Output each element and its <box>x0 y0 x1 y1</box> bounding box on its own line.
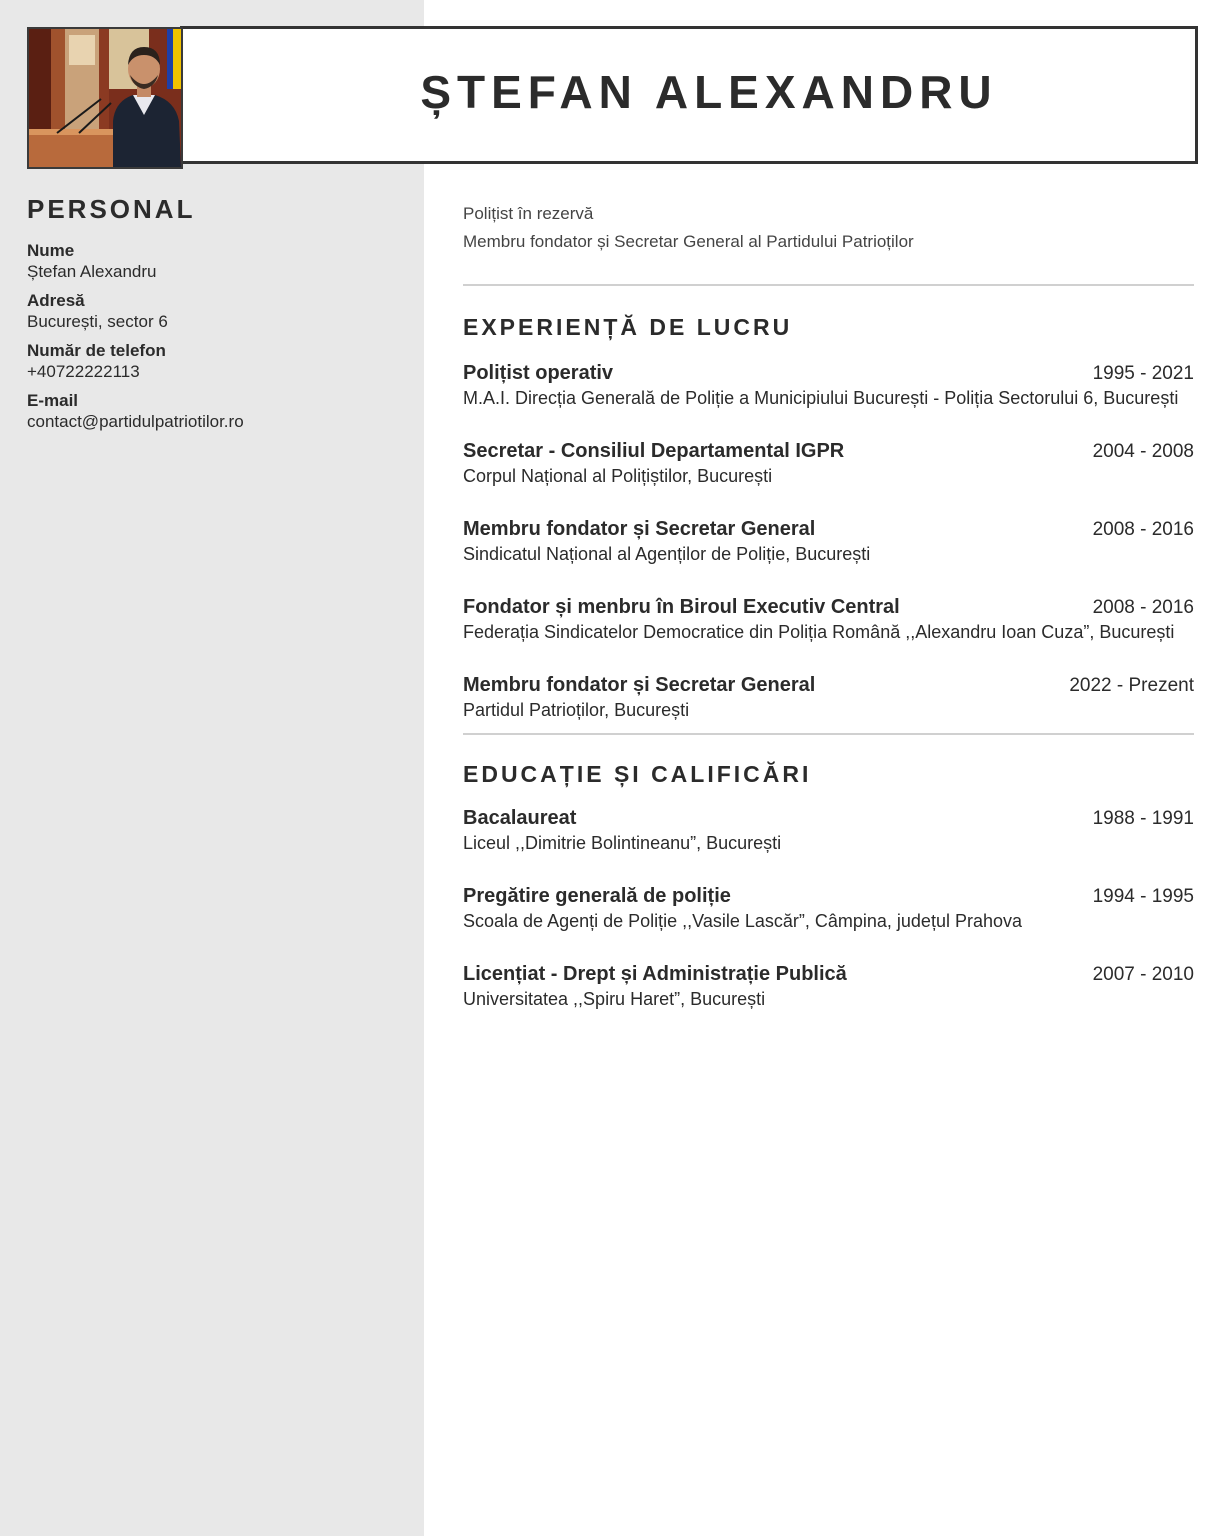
entry-title: Pregătire generală de poliție <box>463 885 731 907</box>
experience-entry <box>463 595 1194 645</box>
entry-title: Polițist operativ <box>463 362 614 384</box>
entry-date: 2008 - 2016 <box>1092 597 1194 618</box>
entry-org: Liceul ,,Dimitrie Bolintineanu”, București <box>463 833 782 853</box>
entry-date: 2004 - 2008 <box>1092 441 1194 462</box>
entry-title: Fondator și menbru în Biroul Executiv Central <box>463 596 900 618</box>
entry-title: Bacalaureat <box>463 807 577 829</box>
entry-date: 1988 - 1991 <box>1092 808 1194 829</box>
entry-title: Membru fondator și Secretar General <box>463 674 816 696</box>
entry-org: Corpul Național al Polițiștilor, București <box>463 466 773 486</box>
name-label: Nume <box>27 241 75 260</box>
entry-title: Secretar - Consiliul Departamental IGPR <box>463 440 845 462</box>
personal-section <box>27 194 407 441</box>
experience-title: EXPERIENȚĂ DE LUCRU <box>463 314 793 340</box>
main-content <box>463 200 1194 1012</box>
page-title: ȘTEFAN ALEXANDRU <box>420 66 998 118</box>
entry-date: 1994 - 1995 <box>1092 886 1194 907</box>
entry-date: 2022 - Prezent <box>1069 675 1194 696</box>
entry-title: Membru fondator și Secretar General <box>463 518 816 540</box>
name-value: Ștefan Alexandru <box>27 262 157 281</box>
summary <box>463 200 1194 256</box>
entry-date: 2007 - 2010 <box>1092 964 1194 985</box>
divider <box>463 733 1194 735</box>
entry-date: 1995 - 2021 <box>1092 363 1194 384</box>
profile-photo <box>27 27 183 169</box>
education-title: EDUCAȚIE ȘI CALIFICĂRI <box>463 761 812 787</box>
name-header-box <box>180 26 1198 164</box>
entry-org: Sindicatul Național al Agenților de Poliție, București <box>463 544 871 564</box>
divider <box>463 284 1194 286</box>
education-entry <box>463 806 1194 856</box>
entry-title: Licențiat - Drept și Administrație Publică <box>463 963 847 985</box>
personal-title: PERSONAL <box>27 194 196 224</box>
phone-value: +40722222113 <box>27 362 140 381</box>
address-value: București, sector 6 <box>27 312 168 331</box>
entry-org: M.A.I. Direcția Generală de Poliție a Municipiului București - Poliția Sectorului 6, București <box>463 388 1179 408</box>
profile-photo-illustration <box>29 29 181 167</box>
entry-date: 2008 - 2016 <box>1092 519 1194 540</box>
email-value[interactable]: contact@partidulpatriotilor.ro <box>27 412 244 431</box>
experience-entry <box>463 439 1194 489</box>
summary-line: Membru fondator și Secretar General al Partidului Patrioților <box>463 232 914 251</box>
entry-org: Scoala de Agenți de Poliție ,,Vasile Lascăr”, Câmpina, județul Prahova <box>463 911 1022 931</box>
phone-label: Număr de telefon <box>27 341 166 360</box>
experience-entry <box>463 361 1194 411</box>
summary-line: Polițist în rezervă <box>463 204 594 223</box>
experience-entry <box>463 517 1194 567</box>
education-entry <box>463 962 1194 1012</box>
email-label: E-mail <box>27 391 79 410</box>
address-label: Adresă <box>27 291 85 310</box>
experience-entry <box>463 673 1194 723</box>
entry-org: Partidul Patrioților, București <box>463 700 690 720</box>
entry-org: Federația Sindicatelor Democratice din Poliția Română ,,Alexandru Ioan Cuza”, București <box>463 622 1175 642</box>
entry-org: Universitatea ,,Spiru Haret”, București <box>463 989 766 1009</box>
education-entry <box>463 884 1194 934</box>
